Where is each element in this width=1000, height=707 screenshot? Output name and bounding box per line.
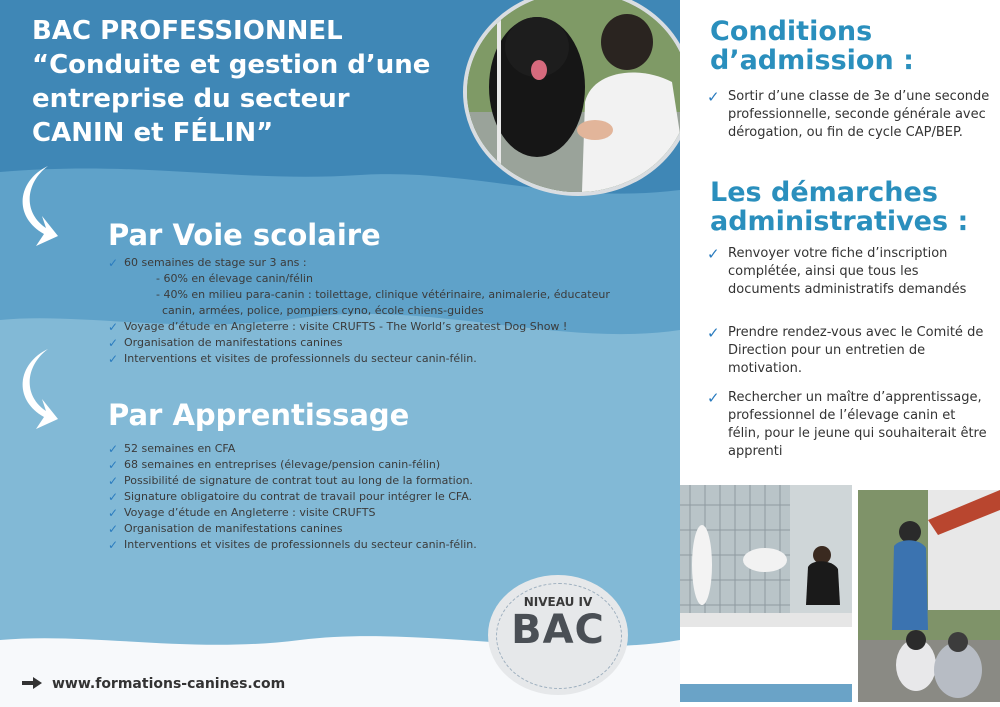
title-line: CANIN et FÉLIN” [32, 118, 274, 148]
check-icon: ✓ [108, 336, 119, 350]
kennel-dalmatian-photo [680, 485, 852, 627]
check-icon: ✓ [707, 324, 720, 342]
check-icon: ✓ [108, 490, 119, 504]
list-item: ✓ Voyage d’étude en Angleterre : visite CRUFTS [108, 506, 376, 520]
sub-list [124, 271, 648, 319]
list-item: ✓ 60 semaines de stage sur 3 ans : - 60% en élevage canin/félin - 40% en milieu para-canin : toilettage, clinique vétérinaire, animalerie, éducateur canin, armées, police, pompiers cyno, école chiens-guides [108, 255, 648, 319]
list-item: ✓ Organisation de manifestations canines [108, 336, 343, 350]
badge-label: BAC [511, 607, 605, 653]
section-title-scolaire: Par Voie scolaire [108, 218, 381, 252]
sub-item: - 40% en milieu para-canin : toilettage, clinique vétérinaire, animalerie, éducateur [156, 288, 610, 301]
sub-item: - 60% en élevage canin/félin [156, 272, 313, 285]
title-line: “Conduite et gestion d’une [32, 50, 431, 80]
check-icon: ✓ [707, 245, 720, 263]
list-item: ✓ 52 semaines en CFA [108, 442, 236, 456]
list-item: ✓ Voyage d’étude en Angleterre : visite CRUFTS - The World’s greatest Dog Show ! [108, 320, 568, 334]
check-icon: ✓ [108, 538, 119, 552]
list-item: ✓ Organisation de manifestations canines [108, 522, 343, 536]
right-arrow-icon [22, 677, 42, 689]
apprentissage-list [108, 441, 648, 553]
badge-level: NIVEAU IV [523, 595, 593, 609]
page-title [32, 14, 472, 150]
website-text: www.formations-canines.com [52, 676, 286, 692]
check-icon: ✓ [108, 522, 119, 536]
check-icon: ✓ [108, 506, 119, 520]
website-link[interactable] [22, 676, 285, 692]
demarches-item: ✓ Prendre rendez-vous avec le Comité de Direction pour un entretien de motivation. [707, 324, 984, 376]
outdoor-dogs-photo [858, 490, 1000, 702]
section-title-apprentissage: Par Apprentissage [108, 398, 410, 432]
demarches-title: Les démarches administratives : [710, 177, 969, 237]
list-item: ✓ Interventions et visites de professionnels du secteur canin-félin. [108, 352, 477, 366]
level-badge [488, 575, 628, 695]
list-item: ✓ Possibilité de signature de contrat tout au long de la formation. [108, 474, 473, 488]
check-icon: ✓ [108, 352, 119, 366]
check-icon: ✓ [108, 458, 119, 472]
title-line: BAC PROFESSIONNEL [32, 16, 343, 46]
title-line: entreprise du secteur [32, 84, 350, 114]
curved-arrow-icon [18, 162, 90, 252]
check-icon: ✓ [108, 442, 119, 456]
list-item: ✓ Interventions et visites de professionnels du secteur canin-félin. [108, 538, 477, 552]
admission-title: Conditions d’admission : [710, 16, 914, 76]
admission-item: ✓ Sortir d’une classe de 3e d’une seconde professionnelle, seconde générale avec dérogation, ou fin de cycle CAP/BEP. [707, 88, 990, 140]
demarches-item: ✓ Rechercher un maître d’apprentissage, professionnel de l’élevage canin et félin, pour le jeune qui souhaiterait être apprenti [707, 389, 987, 459]
check-icon: ✓ [108, 474, 119, 488]
blue-strip [680, 684, 852, 702]
list-item: ✓ 68 semaines en entreprises (élevage/pension canin-félin) [108, 458, 441, 472]
check-icon: ✓ [108, 320, 119, 334]
check-icon: ✓ [108, 256, 119, 270]
sub-item: canin, armées, police, pompiers cyno, école chiens-guides [162, 304, 484, 317]
check-icon: ✓ [707, 389, 720, 407]
check-icon: ✓ [707, 88, 720, 106]
scolaire-list [108, 255, 648, 367]
curved-arrow-icon [18, 345, 90, 435]
demarches-item: ✓ Renvoyer votre fiche d’inscription complétée, ainsi que tous les documents administratifs demandés [707, 245, 967, 297]
list-item: ✓ Signature obligatoire du contrat de travail pour intégrer le CFA. [108, 490, 473, 504]
right-panel [680, 0, 1000, 707]
